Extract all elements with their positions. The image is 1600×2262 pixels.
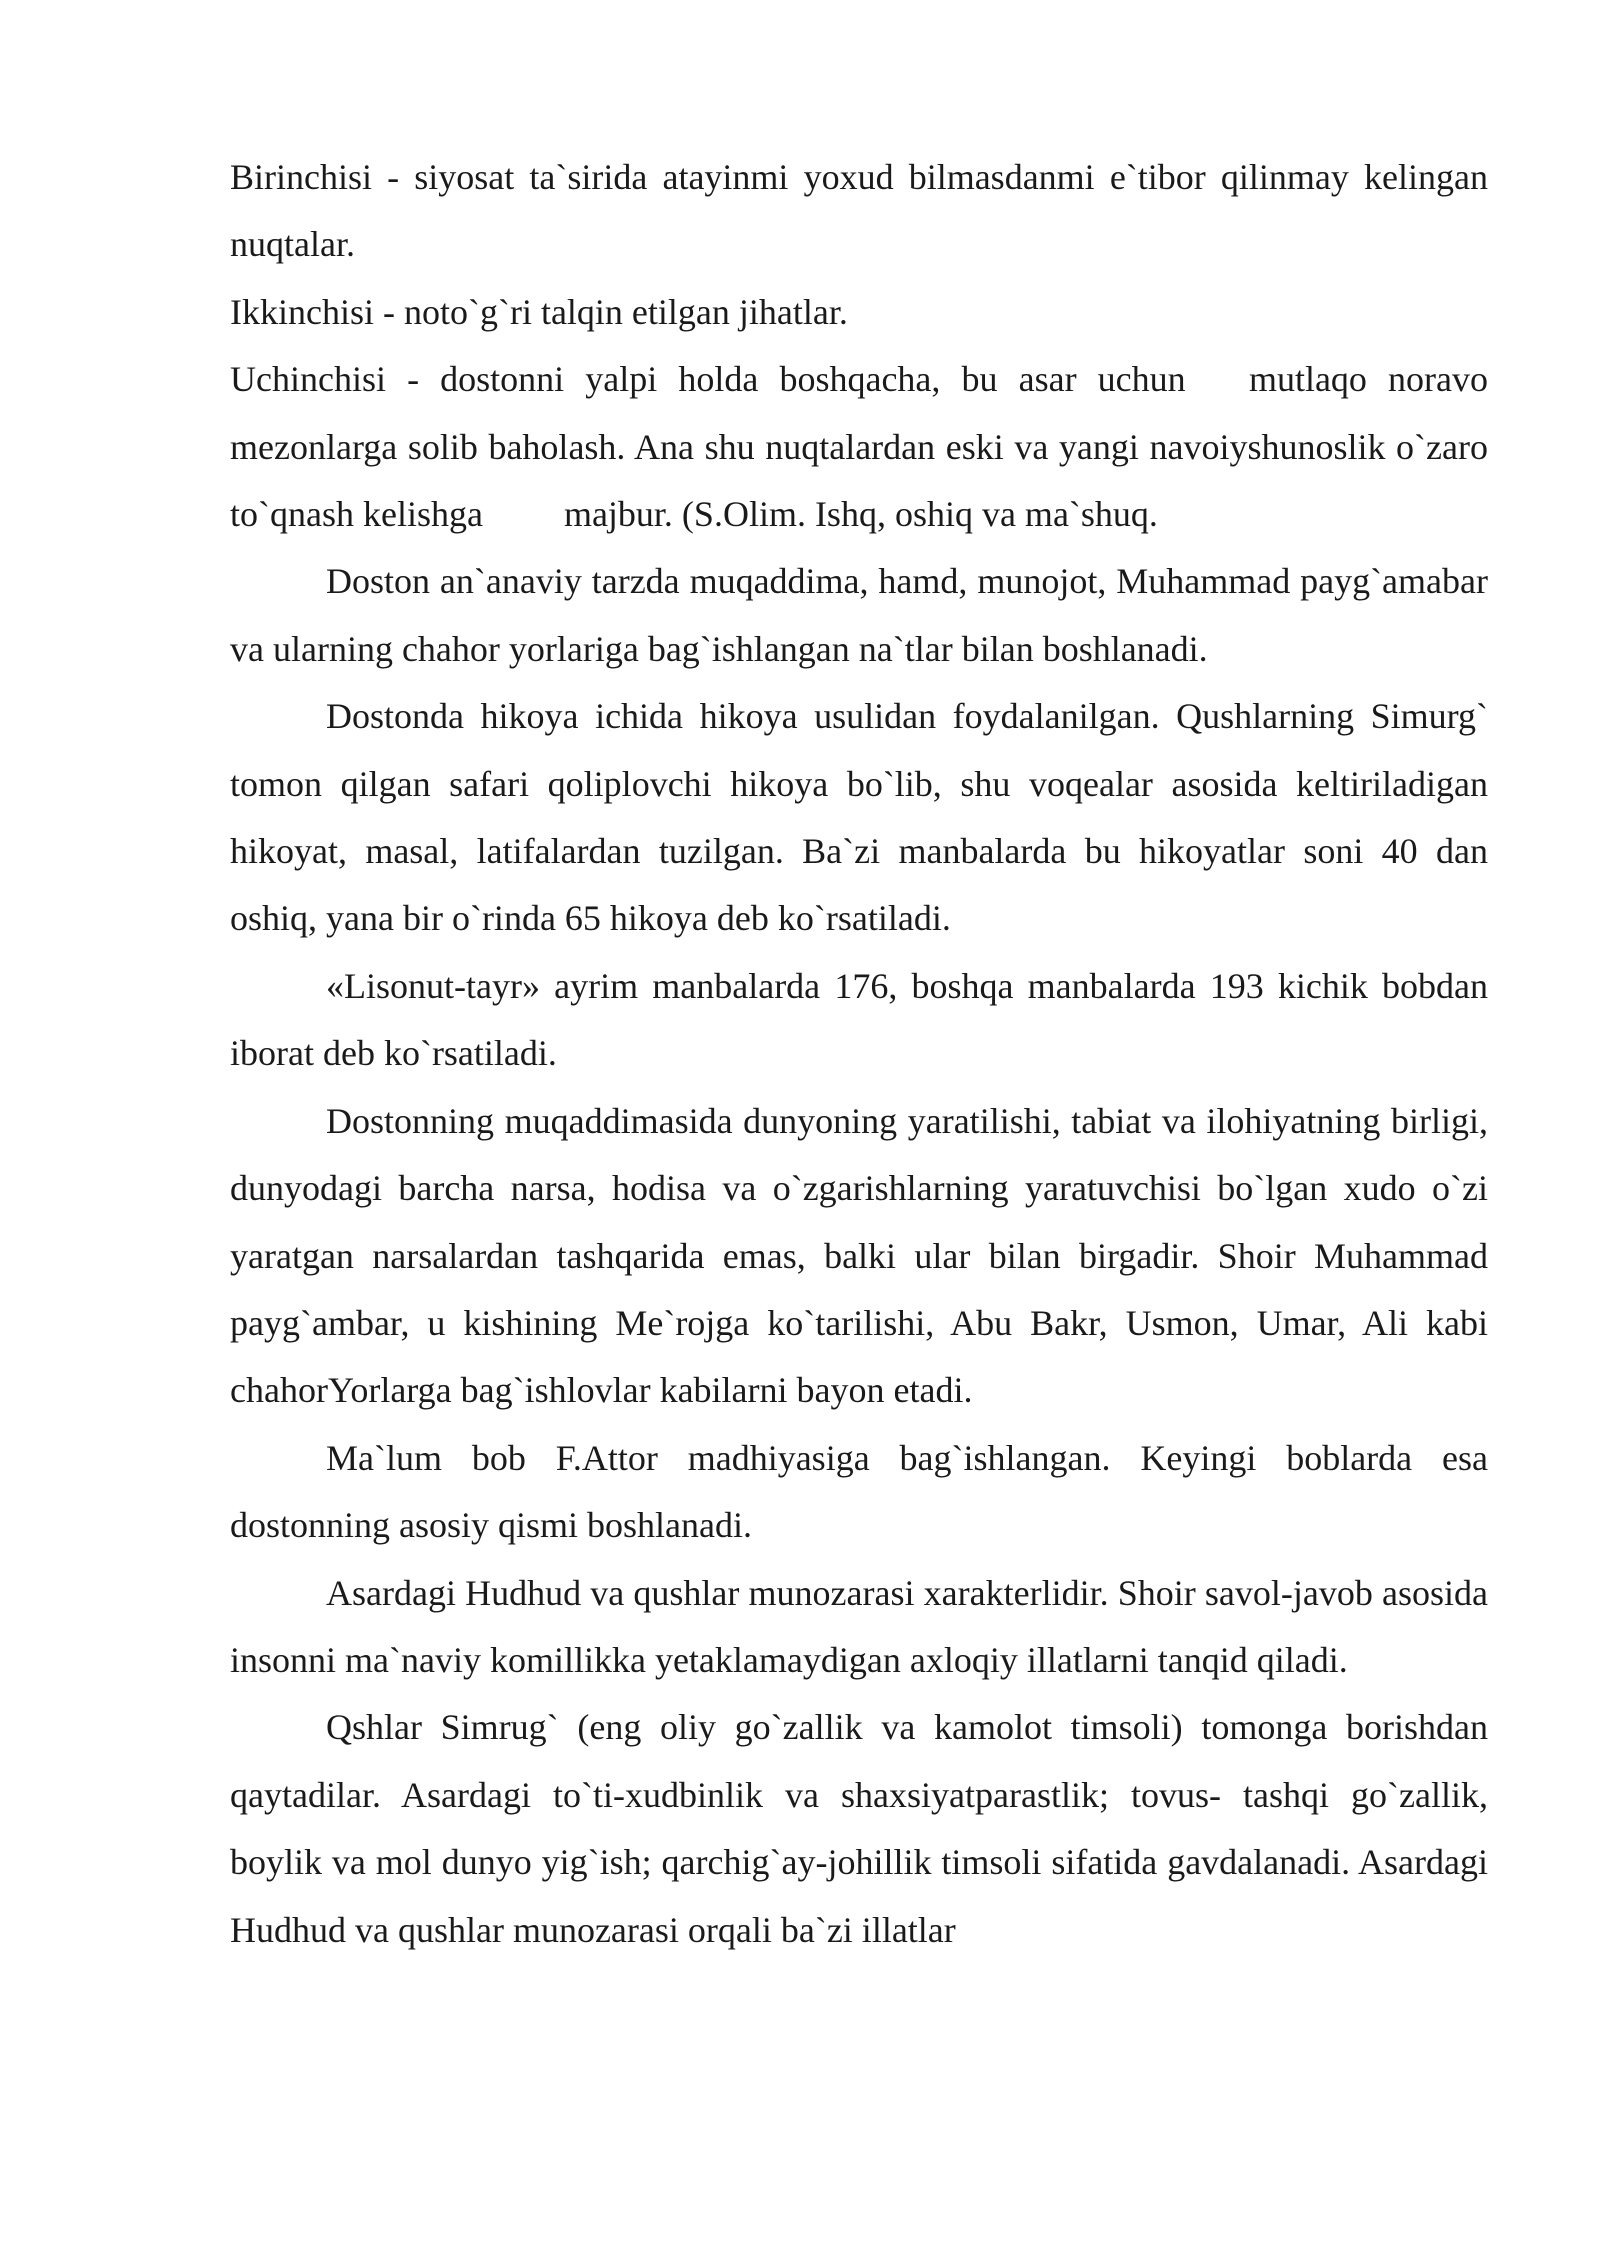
paragraph-3: Uchinchisi - dostonni yalpi holda boshqacha, bu asar uchun mutlaqo noravo mezonlarga solib baholash. Ana shu nuqtalardan eski va yangi navoiyshunoslik o`zaro to`qnash kelishga majbur. (S.Olim. Ishq, oshiq va ma`shuq. [230, 359, 1497, 535]
paragraph-5: Dostonda hikoya ichida hikoya usulidan foydalanilgan. Qushlarning Simurg` tomon qilgan safari qoliplovchi hikoya bo`lib, shu voqealar asosida keltiriladigan hikoyat, masal, latifalardan tuzilgan. Ba`zi manbalarda bu hikoyatlar soni 40 dan oshiq, yana bir o`rinda 65 hikoya deb ko`rsatiladi. [230, 696, 1488, 939]
paragraph-4: Doston an`anaviy tarzda muqaddima, hamd, munojot, Muhammad payg`amabar va ularning chahor yorlariga bag`ishlangan na`tlar bilan boshlanadi. [230, 561, 1488, 669]
paragraph-7: Dostonning muqaddimasida dunyoning yaratilishi, tabiat va ilohiyatning birligi, dunyodagi barcha narsa, hodisa va o`zgarishlarning yaratuvchisi bo`lgan xudo o`zi yaratgan narsalardan tashqarida emas, balki ular bilan birgadir. Shoir Muhammad payg`ambar, u kishining Me`rojga ko`tarilishi, Abu Bakr, Usmon, Umar, Ali kabi chahorYorlarga bag`ishlovlar kabilarni bayon etadi. [230, 1100, 1488, 1411]
paragraph-9: Asardagi Hudhud va qushlar munozarasi xarakterlidir. Shoir savol-javob asosida insonni ma`naviy komillikka yetaklamaydigan axloqiy illatlarni tanqid qiladi. [230, 1572, 1488, 1680]
document-page [230, 144, 1497, 1964]
paragraph-1: Birinchisi - siyosat ta`sirida atayinmi yoxud bilmasdanmi e`tibor qilinmay kelingan nuqtalar. [230, 157, 1488, 265]
paragraph-6: «Lisonut-tayr» ayrim manbalarda 176, boshqa manbalarda 193 kichik bobdan iborat deb ko`rsatiladi. [230, 965, 1488, 1074]
paragraph-8: Ma`lum bob F.Attor madhiyasiga bag`ishlangan. Keyingi boblarda esa dostonning asosiy qismi boshlanadi. [230, 1437, 1488, 1546]
paragraph-2: Ikkinchisi - noto`g`ri talqin etilgan jihatlar. [230, 291, 848, 332]
paragraph-10: Qshlar Simrug` (eng oliy go`zallik va kamolot timsoli) tomonga borishdan qaytadilar. Asardagi to`ti-xudbinlik va shaxsiyatparastlik; tovus- tashqi go`zallik, boylik va mol dunyo yig`ish; qarchig`ay-johillik timsoli sifatida gavdalanadi. Asardagi Hudhud va qushlar munozarasi orqali ba`zi illatlar [230, 1707, 1488, 1950]
